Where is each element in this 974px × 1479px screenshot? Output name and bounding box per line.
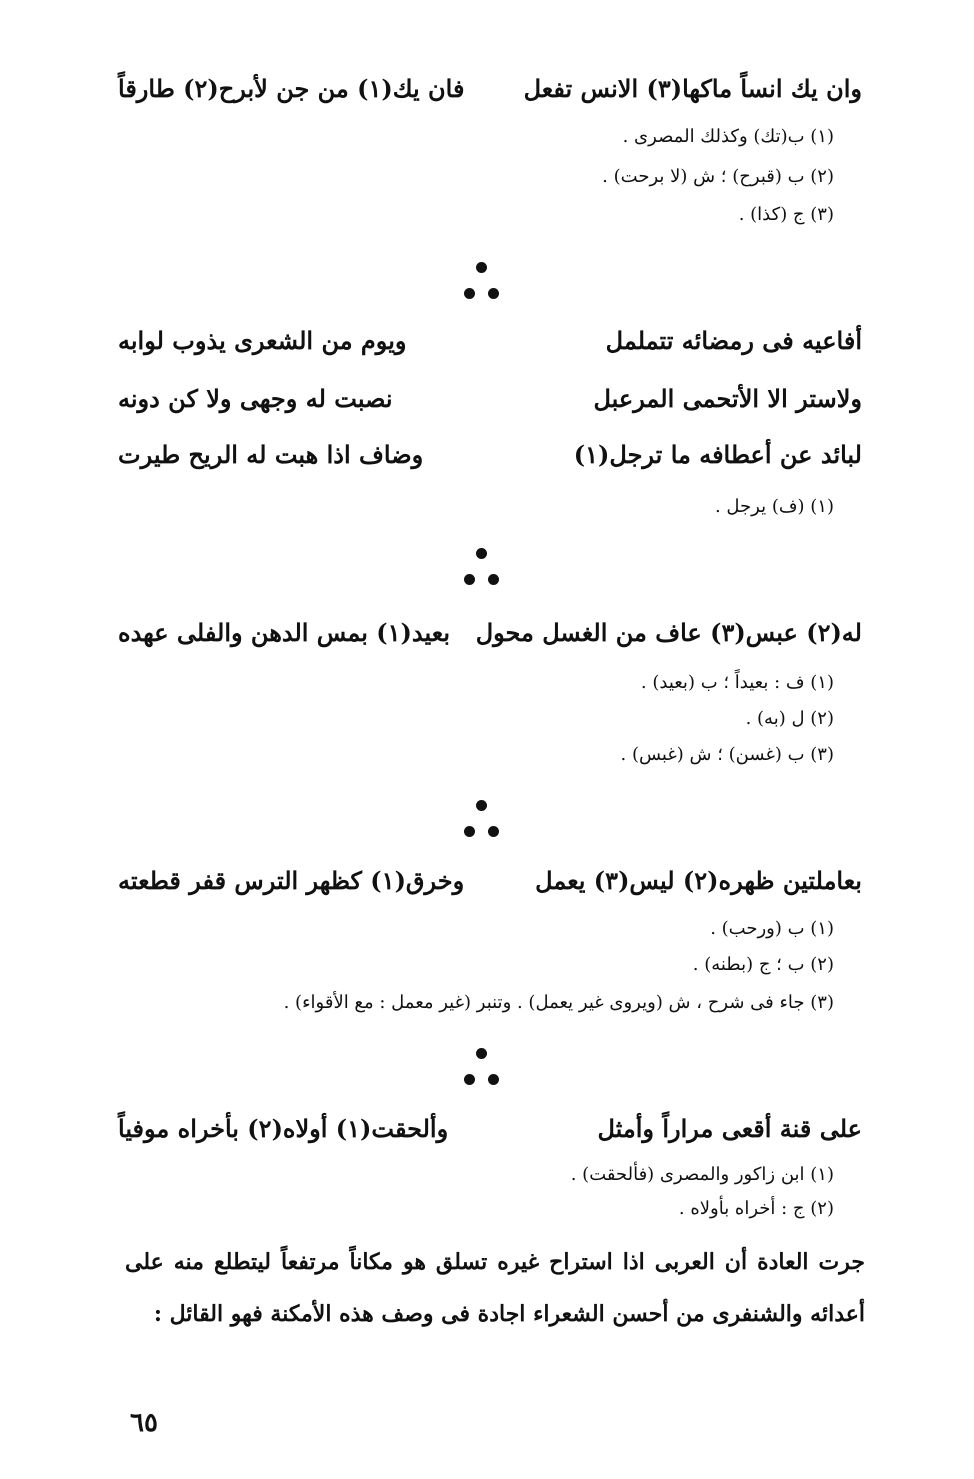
prose-paragraph: جرت العادة أن العربى اذا استراح غيره تسلق هو مكاناً مرتفعاً ليتطلع منه على أعدائه والشنفرى من أحسن الشعراء اجادة فى وصف هذه الأمكنة فهو القائل : <box>125 1249 865 1327</box>
footnote: (٢) ج : أخراه بأولاه . <box>678 1198 834 1219</box>
verse-line <box>118 74 862 103</box>
verse-line <box>118 618 862 647</box>
footnote: (٢) ل (به) . <box>745 708 834 729</box>
verse-hemistich-right: وألحقت(١) أولاه(٢) بأخراه موفياً <box>118 1114 449 1143</box>
verse-line <box>118 440 862 469</box>
footnote: (٢) ب (قبرح) ؛ ش (لا برحت) . <box>602 166 834 187</box>
verse-line <box>118 326 862 355</box>
footnote: (٢) ب ؛ ج (بطنه) . <box>692 954 834 975</box>
footnote: (٣) جاء فى شرح ، ش (ويروى غير يعمل) . وتنبر (غير معمل : مع الأقواء) . <box>283 992 834 1013</box>
footnote: (١) ابن زاكور والمصرى (فألحقت) . <box>570 1164 834 1185</box>
verse-hemistich-left: ولاستر الا الأتحمى المرعبل <box>593 384 862 413</box>
verse-hemistich-left: لبائد عن أعطافه ما ترجل(١) <box>573 440 862 469</box>
verse-hemistich-left: أفاعيه فى رمضائه تتململ <box>605 326 862 355</box>
verse-hemistich-right: ويوم من الشعرى يذوب لوابه <box>118 326 407 355</box>
section-divider-dots <box>458 262 508 312</box>
section-divider-dots <box>458 1048 508 1098</box>
verse-hemistich-right: وضاف اذا هبت له الريح طيرت <box>118 440 424 469</box>
verse-line <box>118 1114 862 1143</box>
verse-hemistich-left: له(٢) عبس(٣) عاف من الغسل محول <box>475 618 862 647</box>
page-number: ٦٥ <box>130 1408 158 1438</box>
footnote: (٣) ج (كذا) . <box>738 204 834 225</box>
verse-hemistich-right: بعيد(١) بمس الدهن والفلى عهده <box>118 618 450 647</box>
section-divider-dots <box>458 800 508 850</box>
verse-hemistich-left: على قنة أقعى مراراً وأمثل <box>597 1114 862 1143</box>
verse-line <box>118 384 862 413</box>
section-divider-dots <box>458 548 508 598</box>
footnote: (١) ب (ورحب) . <box>710 918 834 939</box>
verse-hemistich-right: فان يك(١) من جن لأبرح(٢) طارقاً <box>118 74 465 103</box>
verse-hemistich-right: وخرق(١) كظهر الترس قفر قطعته <box>118 866 465 895</box>
verse-line <box>118 866 862 895</box>
footnote: (١) ف : بعيداً ؛ ب (بعيد) . <box>640 672 834 693</box>
verse-hemistich-left: بعاملتين ظهره(٢) ليس(٣) يعمل <box>535 866 862 895</box>
verse-hemistich-left: وان يك انساً ماكها(٣) الانس تفعل <box>523 74 862 103</box>
footnote: (١) ب(تك) وكذلك المصرى . <box>622 126 834 147</box>
footnote: (١) (ف) يرجل . <box>714 496 834 517</box>
footnote: (٣) ب (غسن) ؛ ش (غبس) . <box>620 744 834 765</box>
verse-hemistich-right: نصبت له وجهى ولا كن دونه <box>118 384 393 413</box>
